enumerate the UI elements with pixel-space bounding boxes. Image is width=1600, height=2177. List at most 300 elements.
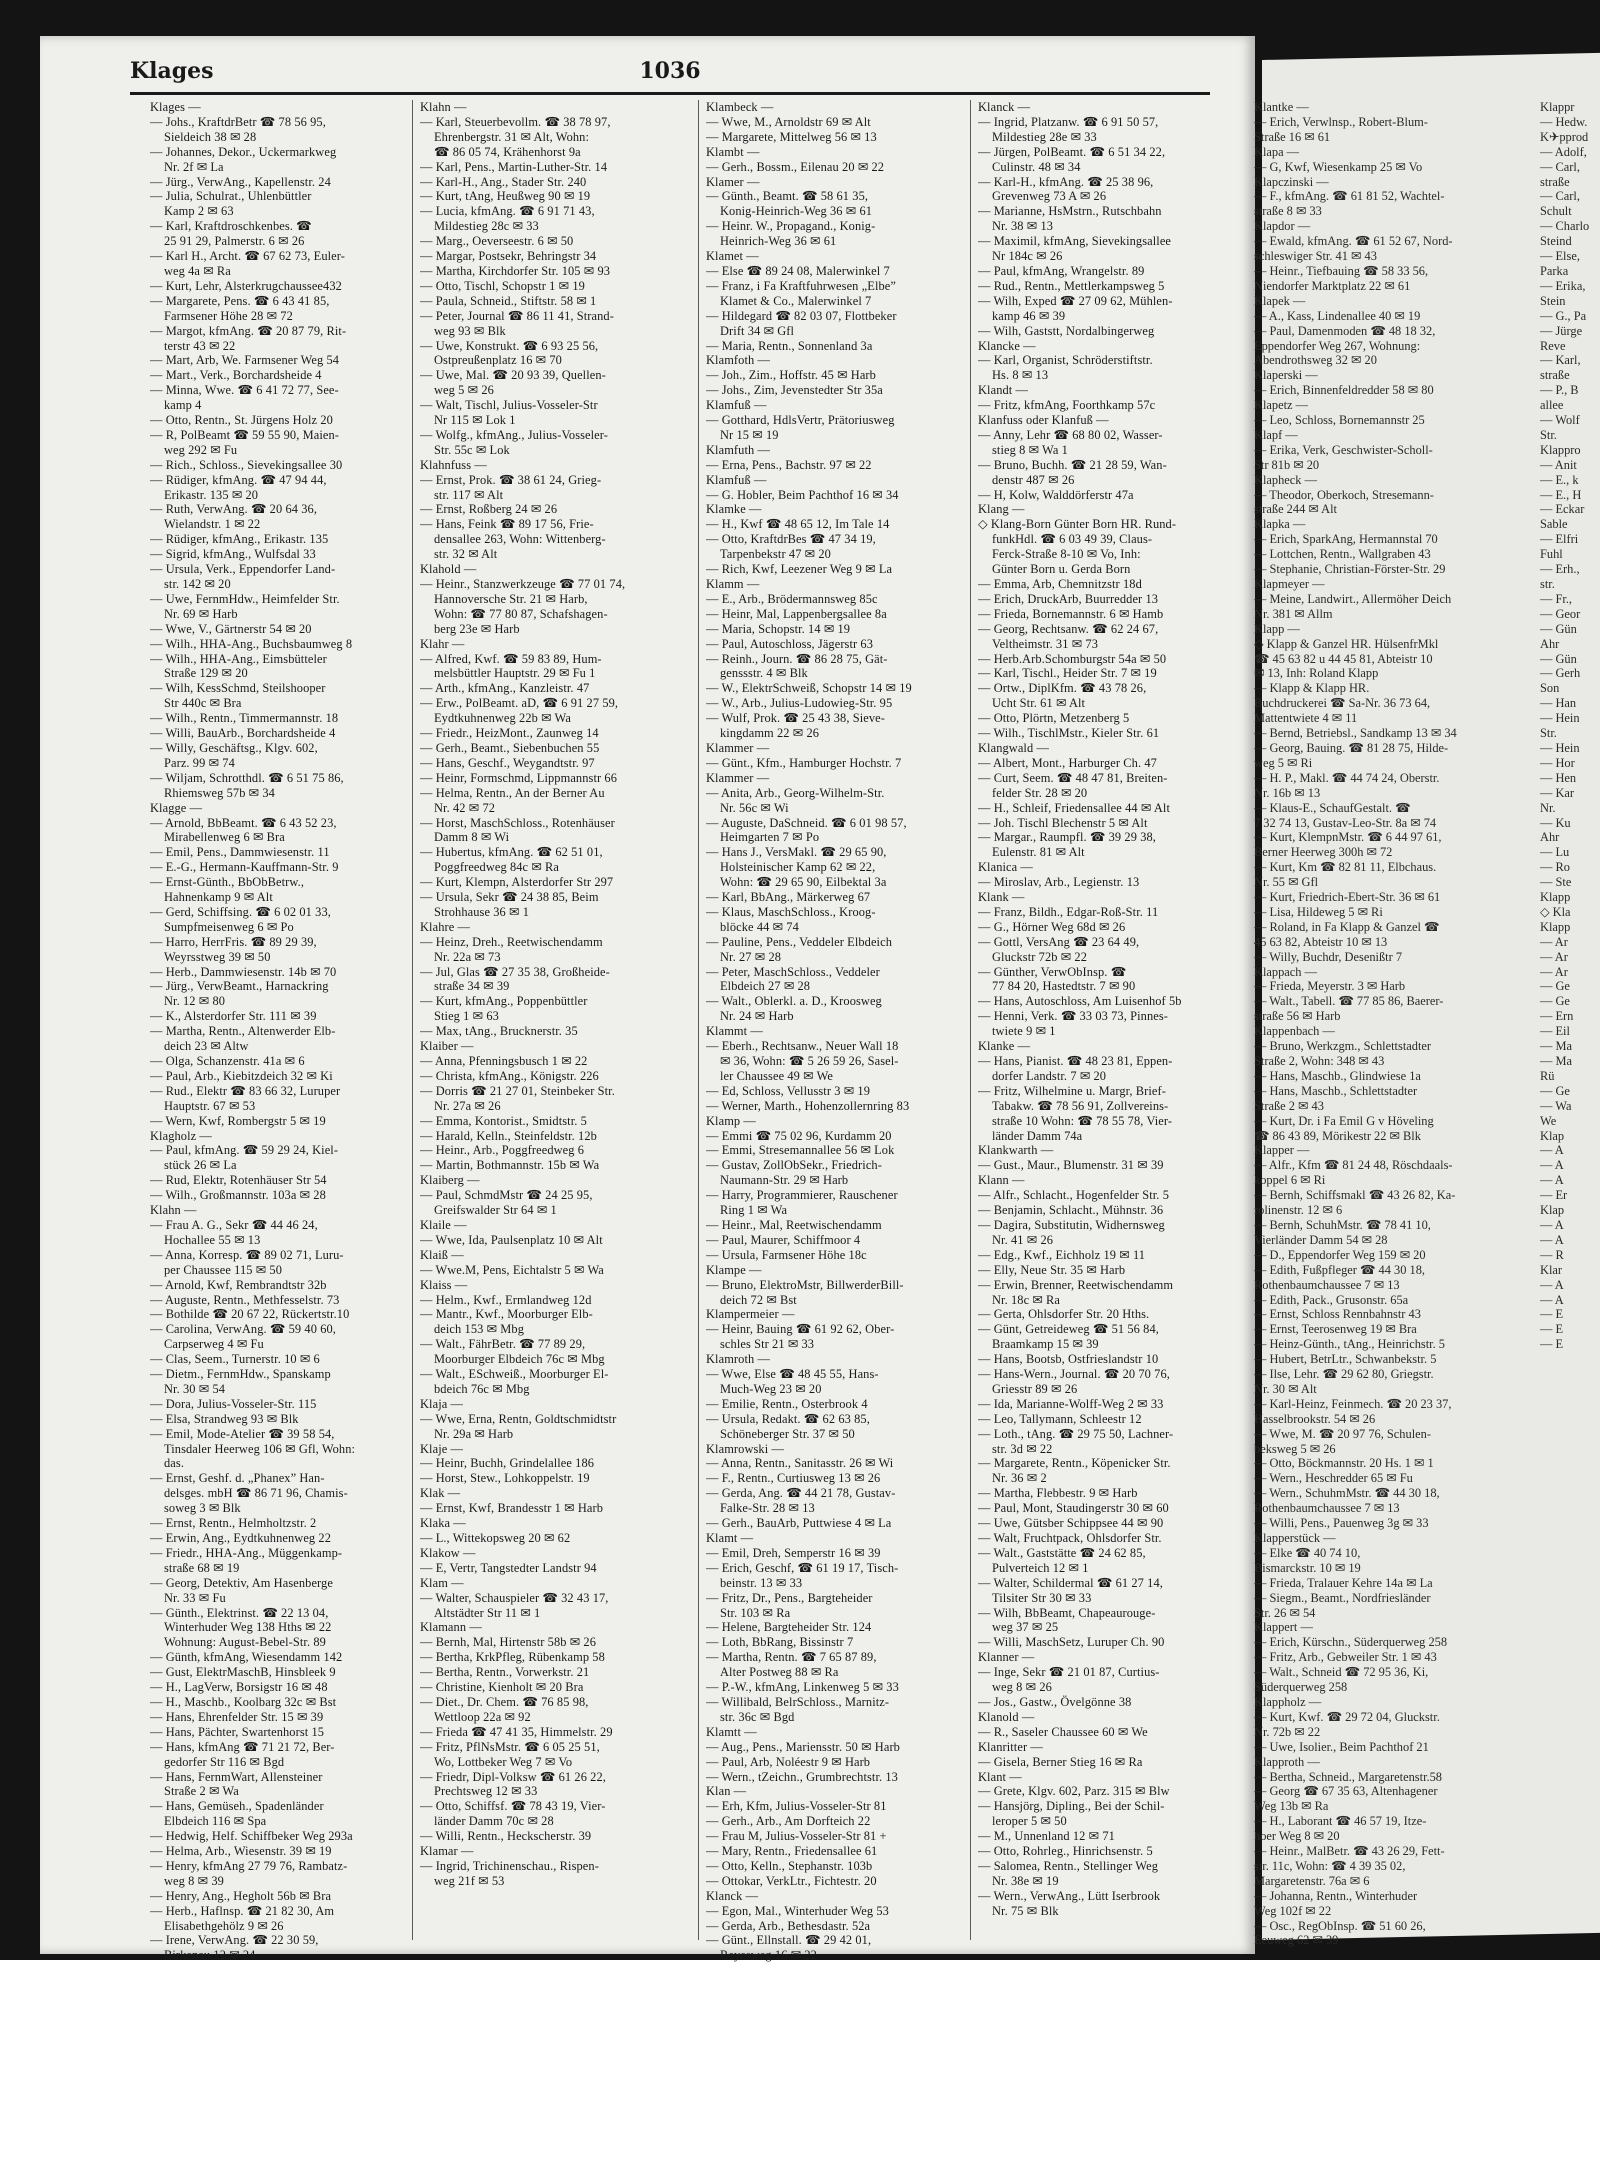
directory-entry-line: Wo, Lottbeker Weg 7 ✉ Vo [434, 1754, 573, 1769]
surname-heading: Klambeck — [706, 100, 774, 114]
directory-entry-line: — Gustav, ZollObSekr., Friedrich- [706, 1158, 882, 1173]
directory-entry-line: — Hubertus, kfmAng. ☎ 62 51 01, [420, 845, 603, 860]
directory-entry-line: Mildestieg 28e ✉ 33 [992, 129, 1097, 144]
directory-entry-line: — Paul, Damenmoden ☎ 48 18 32, [1254, 323, 1436, 338]
surname-heading: Klamann — [420, 1620, 482, 1635]
directory-entry-line: — Gerh., Bossm., Eilenau 20 ✉ 22 [706, 159, 885, 174]
directory-entry-line: — Wilh, KessSchmd, Steilshooper [150, 681, 326, 696]
directory-entry-line: — Hans, Ehrenfelder Str. 15 ✉ 39 [150, 1709, 324, 1724]
surname-heading: Klankwarth — [978, 1143, 1054, 1158]
directory-entry-line: Str 81b ✉ 20 [1254, 457, 1320, 472]
directory-entry-line: — Günt, Getreideweg ☎ 51 56 84, [978, 1322, 1159, 1337]
directory-entry-line: — Paul, Maurer, Schiffmoor 4 [706, 1232, 861, 1247]
directory-entry-line: Straße 129 ✉ 20 [164, 666, 248, 681]
directory-entry-line: — Harry, Programmierer, Rauschener [706, 1188, 898, 1203]
directory-entry-line: — Wiljam, Schrotthdl. ☎ 6 51 75 86, [150, 770, 344, 785]
directory-entry-line: — Margar., Raumpfl. ☎ 39 29 38, [978, 830, 1156, 845]
directory-entry-line: — Wolfg., kfmAng., Julius-Vosseler- [420, 427, 608, 442]
directory-entry-line: Naumann-Str. 29 ✉ Harb [720, 1173, 849, 1188]
directory-entry-line: — Ernst, Roßberg 24 ✉ 26 [420, 502, 558, 517]
directory-entry-line: ◇ Klang-Born Günter Born HR. Rund- [978, 517, 1177, 532]
directory-entry-line: — Wwe, M. ☎ 20 97 76, Schulen- [1254, 1426, 1431, 1441]
directory-entry-line: — Otto, Schiffsf. ☎ 78 43 19, Vier- [420, 1799, 606, 1814]
directory-entry-line: — Erwin, Ang., Eydtkuhnenweg 22 [150, 1531, 332, 1545]
directory-entry-line: länder Damm 74a [992, 1128, 1083, 1143]
directory-entry-line: — Emma, Arb, Chemnitzstr 18d [978, 577, 1142, 591]
directory-entry-line: Braamkamp 15 ✉ 39 [992, 1337, 1099, 1352]
directory-entry-line: — Martha, Flebbestr. 9 ✉ Harb [978, 1486, 1138, 1501]
directory-entry-line: weg 37 ✉ 25 [992, 1620, 1059, 1635]
directory-entry-line: weg 292 ✉ Fu [164, 442, 238, 457]
directory-entry-line: str. 11c, Wohn: ☎ 4 39 35 02, [1254, 1858, 1406, 1873]
directory-entry-line: — Karl-H., kfmAng. ☎ 25 38 96, [978, 174, 1154, 189]
directory-entry-line: — A [1540, 1158, 1564, 1173]
directory-entry-line: beksweg 5 ✉ 26 [1254, 1441, 1336, 1456]
directory-entry-line: — R [1540, 1247, 1564, 1262]
directory-entry-line: — Ingrid, Platzanw. ☎ 6 91 50 57, [978, 114, 1159, 129]
directory-entry-line: Tinsdaler Heerweg 106 ✉ Gfl, Wohn: [164, 1441, 356, 1456]
directory-entry-line: — Karl-H., Ang., Stader Str. 240 [420, 174, 587, 189]
directory-entry-line: — Kurt, Klempn, Alsterdorfer Str 297 [420, 875, 614, 890]
surname-heading: Klanck — [706, 1888, 759, 1903]
surname-heading: Klapek — [1254, 293, 1306, 308]
directory-entry-line: — P., B [1540, 383, 1579, 398]
directory-entry-line: Vierländer Damm 54 ✉ 28 [1254, 1232, 1388, 1247]
surname-heading: Klapetz — [1254, 398, 1309, 413]
directory-entry-line: Damm 8 ✉ Wi [434, 830, 510, 845]
surname-heading: Klahn — [420, 100, 467, 114]
directory-entry-line: Nr. 18c ✉ Ra [992, 1292, 1061, 1307]
directory-entry-line: hoer Weg 8 ✉ 20 [1254, 1829, 1340, 1844]
surname-heading: Klang — [978, 502, 1025, 517]
directory-entry-line: — Charlo [1540, 219, 1590, 234]
directory-entry-line: felder Str. 28 ✉ 20 [992, 785, 1088, 800]
directory-entry-line: deich 72 ✉ Bst [720, 1292, 797, 1307]
directory-entry-line: straße 56 ✉ Harb [1254, 1009, 1341, 1024]
directory-entry-line: — Er [1540, 1188, 1568, 1203]
directory-entry-line: — Georg, Bauing. ☎ 81 28 75, Hilde- [1254, 740, 1449, 755]
directory-entry-line: stieg 8 ✉ Wa 1 [992, 442, 1068, 457]
directory-entry-line: — Walter, Schauspieler ☎ 32 43 17, [420, 1590, 609, 1605]
surname-heading: Klap [1540, 1203, 1565, 1218]
directory-entry-line: — Hans, Geschf., Weygandtstr. 97 [420, 755, 595, 770]
directory-entry-line: — Ingrid, Trichinenschau., Rispen- [420, 1858, 599, 1873]
directory-entry-line: Moorburger Elbdeich 76c ✉ Mbg [434, 1352, 605, 1367]
directory-entry-line: Nr. 75 ✉ Blk [992, 1903, 1059, 1918]
directory-entry-line: Straße 2 ✉ Wa [164, 1784, 239, 1799]
directory-entry-line: — Johannes, Dekor., Uckermarkweg [150, 144, 337, 159]
directory-entry-line: — Pauline, Pens., Veddeler Elbdeich [706, 934, 892, 949]
directory-entry-line: Schöneberger Str. 37 ✉ 50 [720, 1426, 855, 1441]
directory-entry-line: — Wilh., Großmannstr. 103a ✉ 28 [150, 1188, 326, 1203]
directory-entry-line: Sumpfmeisenweg 6 ✉ Po [164, 919, 294, 934]
directory-entry-line: — Bruno, Werkzgm., Schlettstadter [1254, 1039, 1432, 1054]
directory-entry-line: Ahr [1540, 636, 1560, 651]
directory-entry-line: — Emil, Dreh, Semperstr 16 ✉ 39 [706, 1545, 881, 1560]
directory-entry-line: — Wilh, Exped ☎ 27 09 62, Mühlen- [978, 293, 1173, 308]
directory-entry-line: — Paula, Schneid., Stiftstr. 58 ✉ 1 [420, 293, 597, 308]
directory-entry-line: — Uwe, Mal. ☎ 20 93 39, Quellen- [420, 368, 606, 383]
directory-entry-line: — Gotthard, HdlsVertr, Prätoriusweg [706, 413, 895, 428]
surname-heading: Klaiberg — [420, 1173, 480, 1188]
directory-entry-line: Elisabethgehölz 9 ✉ 26 [164, 1918, 284, 1933]
directory-entry-line: Nr. 42 ✉ 72 [434, 800, 496, 815]
surname-heading: Klammt — [706, 1024, 763, 1039]
directory-entry-line: Steind [1540, 234, 1572, 249]
surname-heading: Klages — [150, 100, 201, 114]
directory-entry-line: Stein [1540, 293, 1566, 308]
directory-entry-line: — Clas, Seem., Turnerstr. 10 ✉ 6 [150, 1352, 320, 1367]
directory-entry-line: straße 34 ✉ 39 [434, 979, 510, 994]
directory-entry-line: — Walt., Tabell. ☎ 77 85 86, Baerer- [1254, 994, 1444, 1009]
directory-entry-line: — Carolina, VerwAng. ☎ 59 40 60, [150, 1322, 337, 1337]
directory-entry-line: — Klapp & Klapp HR. [1254, 681, 1370, 696]
directory-entry-line: Sieldeich 38 ✉ 28 [164, 129, 257, 144]
directory-entry-line: — Ku [1540, 815, 1571, 830]
directory-entry-line: — Georg, Rechtsanw. ☎ 62 24 67, [978, 621, 1159, 636]
directory-entry-line: Nr. 41 ✉ 26 [992, 1232, 1054, 1247]
directory-entry-line: länder Damm 70c ✉ 28 [434, 1814, 554, 1829]
directory-entry-line: — Frau A. G., Sekr ☎ 44 46 24, [150, 1217, 318, 1232]
directory-entry-line: — Marg., Oeverseestr. 6 ✉ 50 [420, 234, 574, 249]
directory-entry-line: Klamet & Co., Malerwinkel 7 [720, 293, 872, 308]
directory-entry-line: — Grete, Klgv. 602, Parz. 315 ✉ Blw [978, 1784, 1170, 1799]
directory-entry-line: Nr. 24 ✉ Harb [720, 1009, 794, 1024]
surname-heading: Klamp — [706, 1113, 756, 1128]
surname-heading: Klank — [978, 890, 1025, 905]
directory-entry-line: denstr 487 ✉ 26 [992, 472, 1075, 487]
surname-heading: Klamrowski — [706, 1441, 784, 1456]
surname-heading: Klahr — [420, 636, 465, 651]
surname-heading: Klanke — [978, 1039, 1031, 1054]
surname-heading: Klahold — [420, 562, 477, 577]
directory-entry-line: Fuhl [1540, 547, 1563, 562]
directory-entry-line: — Alfr., Schlacht., Hogenfelder Str. 5 [978, 1188, 1170, 1203]
directory-entry-line: — Elfri [1540, 532, 1579, 547]
directory-entry-line: Eulenstr. 81 ✉ Alt [992, 845, 1085, 860]
directory-entry-line: — P.-W., kfmAng, Linkenweg 5 ✉ 33 [706, 1680, 899, 1695]
directory-entry-line: — Hein [1540, 711, 1580, 726]
directory-entry-line: ☎ 86 05 74, Krähenhorst 9a [434, 144, 581, 159]
directory-entry-line: — Johs., KraftdrBetr ☎ 78 56 95, [150, 114, 326, 129]
directory-entry-line: — Kurt, kfmAng., Poppenbüttler [420, 994, 588, 1009]
directory-entry-line: — Dietm., FernmHdw., Spanskamp [150, 1367, 331, 1382]
surname-heading: Klap [1540, 1128, 1565, 1143]
directory-entry-line: — Georg, Detektiv, Am Hasenberge [150, 1575, 333, 1590]
surname-heading: Klar [1540, 1262, 1563, 1277]
surname-heading: Klakow — [420, 1545, 476, 1560]
directory-entry-line: — Wilh., Rentn., Timmermannstr. 18 [150, 711, 339, 726]
directory-entry-line: stück 26 ✉ La [164, 1158, 237, 1173]
directory-entry-line: Altstädter Str 11 ✉ 1 [434, 1605, 541, 1620]
directory-entry-line: kingdamm 22 ✉ 26 [720, 726, 820, 741]
directory-entry-line: — Anna, Pfenningsbusch 1 ✉ 22 [420, 1054, 588, 1068]
directory-entry-line: — Hans, Autoschloss, Am Luisenhof 5b [978, 994, 1182, 1009]
directory-entry-line: Mattentwiete 4 ✉ 11 [1254, 711, 1358, 726]
directory-entry-line: — Wern., Heschredder 65 ✉ Fu [1254, 1471, 1413, 1486]
directory-entry-line: — Kurt, Friedrich-Ebert-Str. 36 ✉ 61 [1254, 890, 1441, 905]
directory-entry-line: — Mantr., Kwf., Moorburger Elb- [420, 1307, 593, 1322]
directory-entry-line: Veltheimstr. 31 ✉ 73 [992, 636, 1098, 651]
surname-heading: Klappenbach — [1254, 1024, 1335, 1039]
directory-entry-line: weg 5 ✉ Ri [1254, 755, 1313, 770]
directory-entry-line: — Gerda, Arb., Bethesdastr. 52a [706, 1918, 871, 1933]
directory-entry-line: — Ursula, Redakt. ☎ 62 63 85, [706, 1411, 870, 1426]
directory-entry-line: Nr. 381 ✉ Allm [1254, 606, 1333, 621]
directory-entry-line: — Dorris ☎ 21 27 01, Steinbeker Str. [420, 1083, 615, 1098]
directory-column-3 [706, 100, 956, 1963]
directory-entry-line: — Ste [1540, 875, 1572, 890]
directory-entry-line: Holsteinischer Kamp 62 ✉ 22, [720, 860, 876, 875]
directory-entry-line: Carpserweg 4 ✉ Fu [164, 1337, 264, 1352]
surname-heading: Klapa — [1254, 144, 1300, 159]
directory-entry-line: — Karl, Organist, Schröderstiftstr. [978, 353, 1153, 368]
directory-entry-line: — Helma, Rentn., An der Berner Au [420, 785, 605, 800]
directory-entry-line: Rhiemsweg 57b ✉ 34 [164, 785, 275, 800]
directory-entry-line: — Günt., Ellnstall. ☎ 29 42 01, [706, 1933, 872, 1948]
directory-entry-line: — Egon, Mal., Winterhuder Weg 53 [706, 1903, 889, 1918]
directory-entry-line: — Ernst, Rentn., Helmholtzstr. 2 [150, 1516, 317, 1531]
directory-entry-line: Margaretenstr. 76a ✉ 6 [1254, 1873, 1370, 1888]
directory-entry-line: — Wern., VerwAng., Lütt Iserbrook [978, 1888, 1161, 1903]
directory-entry-line: — Henry, kfmAng 27 79 76, Rambatz- [150, 1858, 348, 1873]
directory-entry-line: — Rud, Elektr, Rotenhäuser Str 54 [150, 1173, 327, 1188]
directory-entry-line: Rothenbaumchaussee 7 ✉ 13 [1254, 1277, 1400, 1292]
directory-entry-line: — Wwe, Ida, Paulsenplatz 10 ✉ Alt [420, 1232, 603, 1247]
directory-entry-line: — G., Hörner Weg 68d ✉ 26 [978, 919, 1126, 934]
surname-heading: Klaiss — [420, 1277, 468, 1292]
directory-entry-line: funkHdl. ☎ 6 03 49 39, Claus- [992, 532, 1153, 547]
directory-entry-line: — Margarete, Mittelweg 56 ✉ 13 [706, 129, 877, 144]
directory-entry-line: ◇ Kla [1540, 904, 1571, 919]
directory-entry-line: — Ar [1540, 964, 1568, 979]
directory-entry-line: — Ernst, Prok. ☎ 38 61 24, Grieg- [420, 472, 602, 487]
directory-entry-line: Mildestieg 28c ✉ 33 [434, 219, 539, 234]
directory-entry-line: Straße 2, Wohn: 348 ✉ 43 [1254, 1054, 1385, 1068]
directory-entry-line: — Erna, Pens., Bachstr. 97 ✉ 22 [706, 457, 872, 472]
surname-heading: Klann — [978, 1173, 1025, 1188]
directory-entry-line: — Mary, Rentn., Friedensallee 61 [706, 1844, 878, 1859]
directory-entry-line: — G., Pa [1540, 308, 1587, 323]
directory-entry-line: — Frieda, Meyerstr. 3 ✉ Harb [1254, 979, 1406, 994]
directory-entry-line: — Aug., Pens., Mariensstr. 50 ✉ Harb [706, 1739, 900, 1754]
directory-entry-line: — A [1540, 1292, 1564, 1307]
surname-heading: Klamfuth — [706, 442, 770, 457]
directory-entry-line: — Erika, [1540, 278, 1586, 293]
directory-entry-line: — Bernh, Schiffsmakl ☎ 43 26 82, Ka- [1254, 1188, 1456, 1203]
directory-entry-line: — Carl, [1540, 159, 1580, 174]
directory-entry-line: Hochallee 55 ✉ 13 [164, 1232, 261, 1247]
directory-entry-line: Nr. [1540, 800, 1556, 815]
directory-entry-line: — Kurt, Km ☎ 82 81 11, Elbchaus. [1254, 860, 1437, 875]
surname-heading: Klamer — [706, 174, 760, 189]
directory-entry-line: — Irene, VerwAng. ☎ 22 30 59, [150, 1933, 319, 1948]
directory-entry-line: Kamp 2 ✉ 63 [164, 204, 234, 219]
directory-entry-line: — Wwe, M., Arnoldstr 69 ✉ Alt [706, 114, 871, 129]
surname-heading: Klappholz — [1254, 1694, 1322, 1709]
surname-heading: Klanner — [978, 1650, 1035, 1665]
surname-heading: Klanold — [978, 1709, 1035, 1724]
directory-entry-line: — Anita, Arb., Georg-Wilhelm-Str. [706, 785, 885, 800]
directory-entry-line: — E, Vertr, Tangstedter Landstr 94 [420, 1560, 597, 1575]
directory-entry-line: — Wilh., HHA-Ang., Buchsbaumweg 8 [150, 636, 353, 651]
directory-entry-line: kamp 4 [164, 398, 202, 413]
directory-entry-line: — Bruno, ElektroMstr, BillwerderBill- [706, 1277, 904, 1292]
directory-entry-line: Tilsiter Str 30 ✉ 33 [992, 1590, 1092, 1605]
directory-entry-line: — Ida, Marianne-Wolff-Weg 2 ✉ 33 [978, 1396, 1164, 1411]
directory-entry-line: — Margarete, Rentn., Köpenicker Str. [978, 1456, 1171, 1471]
directory-entry-line: Nr. 16b ✉ 13 [1254, 785, 1321, 800]
directory-entry-line: leroper 5 ✉ 50 [992, 1814, 1067, 1829]
directory-entry-line: densallee 263, Wohn: Wittenberg- [434, 532, 606, 547]
directory-entry-line: Weyrsstweg 39 ✉ 50 [164, 949, 271, 964]
directory-entry-line: — Mart, Arb, We. Farmsener Weg 54 [150, 353, 340, 368]
directory-entry-line: — Franz, Bildh., Edgar-Roß-Str. 11 [978, 904, 1159, 919]
directory-entry-line: — Hubert, BetrLtr., Schwanbekstr. 5 [1254, 1352, 1437, 1367]
directory-entry-line: — Margarete, Pens. ☎ 6 43 41 85, [150, 293, 330, 308]
surname-heading: Klapdor — [1254, 219, 1311, 234]
directory-entry-line: — Karl, [1540, 353, 1581, 368]
directory-entry-line: Nr 115 ✉ Lok 1 [434, 413, 516, 428]
directory-entry-line: — Uwe, FernmHdw., Heimfelder Str. [150, 591, 340, 606]
directory-entry-line: — Paul, Arb., Kiebitzdeich 32 ✉ Ki [150, 1068, 333, 1083]
directory-entry-line: — Ortw., DiplKfm. ☎ 43 78 26, [978, 681, 1147, 696]
directory-entry-line: — Willi, Pens., Pauenweg 3g ✉ 33 [1254, 1516, 1429, 1531]
directory-entry-line: — Anna, Rentn., Sanitasstr. 26 ✉ Wi [706, 1456, 894, 1471]
directory-entry-line: 7 32 74 13, Gustav-Leo-Str. 8a ✉ 74 [1254, 815, 1437, 830]
directory-entry-line: — Gust., Maur., Blumenstr. 31 ✉ 39 [978, 1158, 1164, 1173]
directory-entry-line: — Loth., tAng. ☎ 29 75 50, Lachner- [978, 1426, 1174, 1441]
directory-entry-line: — Erw., PolBeamt. aD, ☎ 6 91 27 59, [420, 696, 619, 711]
directory-entry-line: — H., Schleif, Friedensallee 44 ✉ Alt [978, 800, 1170, 815]
directory-entry-line: Weg 102f ✉ 22 [1254, 1903, 1332, 1918]
surname-heading: Klahre — [420, 919, 470, 934]
directory-entry-line: — Joh., Zim., Hoffstr. 45 ✉ Harb [706, 368, 876, 383]
directory-entry-line: — Gerta, Ohlsdorfer Str. 20 Hths. [978, 1307, 1150, 1322]
directory-entry-line: — Rich., Schloss., Sievekingsallee 30 [150, 457, 343, 472]
surname-heading: Klappro [1540, 442, 1581, 457]
directory-entry-line: — Leo, Schloss, Bornemannstr 25 [1254, 413, 1425, 428]
directory-entry-line: — W., Arb., Julius-Ludowieg-Str. 95 [706, 696, 893, 711]
directory-entry-line: — Mart., Verk., Borchardsheide 4 [150, 368, 322, 383]
directory-entry-line: — Jos., Gastw., Övelgönne 38 [978, 1694, 1132, 1709]
directory-entry-line: Hannoversche Str. 21 ✉ Harb, [434, 591, 588, 606]
directory-entry-line: — Heinr, Mal, Lappenbergsallee 8a [706, 606, 887, 621]
directory-entry-line: — R, PolBeamt ☎ 59 55 90, Maien- [150, 427, 339, 442]
directory-entry-line: — Gün [1540, 651, 1577, 666]
directory-entry-line: — Erich, SparkAng, Hermannstal 70 [1254, 532, 1438, 547]
surname-heading: Klanfuss oder Klanfuß — [978, 413, 1109, 428]
directory-entry-line: — Bothilde ☎ 20 67 22, Rückertstr.10 [150, 1307, 350, 1322]
directory-entry-line: Birkenau 12 ✉ 24 [164, 1948, 256, 1963]
directory-entry-line: ✉ 36, Wohn: ☎ 5 26 59 26, Sasel- [720, 1054, 899, 1068]
directory-entry-line: Farmsener Höhe 28 ✉ 72 [164, 308, 293, 323]
directory-entry-line: — Walt, Tischl, Julius-Vosseler-Str [420, 398, 598, 413]
directory-entry-line: — Edith, Pack., Grusonstr. 65a [1254, 1292, 1409, 1307]
directory-entry-line: — Günth., Beamt. ☎ 58 61 35, [706, 189, 869, 204]
directory-entry-line: — Herb.Arb.Schomburgstr 54a ✉ 50 [978, 651, 1167, 666]
directory-entry-line: — Günth., Elektrinst. ☎ 22 13 04, [150, 1605, 329, 1620]
directory-entry-line: schleswiger Str. 41 ✉ 43 [1254, 249, 1377, 264]
directory-entry-line: — Karl, Tischl., Heider Str. 7 ✉ 19 [978, 666, 1157, 681]
surname-heading: Klancke — [978, 338, 1036, 353]
directory-entry-line: — Sigrid, kfmAng., Wulfsdal 33 [150, 547, 316, 562]
directory-entry-line: bdeich 76c ✉ Mbg [434, 1381, 530, 1396]
directory-entry-line: — Otto, Tischl, Schopstr 1 ✉ 19 [420, 278, 585, 293]
directory-entry-line: Alter Postweg 88 ✉ Ra [720, 1665, 839, 1680]
directory-entry-line: — Adolf, [1540, 144, 1587, 159]
directory-entry-line: — Frieda, Bornemannstr. 6 ✉ Hamb [978, 606, 1164, 621]
directory-entry-line: — Rud., Rentn., Mettlerkampsweg 5 [978, 278, 1165, 293]
directory-entry-line: — Emmi, Stresemannallee 56 ✉ Lok [706, 1143, 895, 1158]
directory-entry-line: str. 117 ✉ Alt [434, 487, 504, 502]
directory-entry-line: Wohn: ☎ 29 65 90, Eilbektal 3a [720, 875, 887, 890]
directory-entry-line: — L., Wittekopsweg 20 ✉ 62 [420, 1531, 571, 1545]
surname-heading: Klahnfuss — [420, 457, 487, 472]
directory-entry-line: — Dora, Julius-Vosseler-Str. 115 [150, 1396, 317, 1411]
directory-entry-line: weg 21f ✉ 53 [434, 1873, 505, 1888]
directory-entry-line: — Lottchen, Rentn., Wallgraben 43 [1254, 547, 1431, 562]
directory-entry-line: straße 68 ✉ 19 [164, 1560, 240, 1575]
directory-entry-line: — Herb., Dammwiesenstr. 14b ✉ 70 [150, 964, 337, 979]
directory-entry-line: — Arth., kfmAng., Kanzleistr. 47 [420, 681, 590, 696]
directory-entry-line: — Wwe, Else ☎ 48 45 55, Hans- [706, 1367, 879, 1382]
directory-entry-line: Hs. 8 ✉ 13 [992, 368, 1049, 383]
surname-heading: Klaiber — [420, 1039, 474, 1054]
directory-entry-line: Reve [1540, 338, 1566, 353]
directory-entry-line: — Paul, SchmdMstr ☎ 24 25 95, [420, 1188, 593, 1203]
surname-heading: Klapheck — [1254, 472, 1317, 487]
directory-entry-line: per Chaussee 115 ✉ 50 [164, 1262, 283, 1277]
directory-entry-line: Ring 1 ✉ Wa [720, 1203, 788, 1218]
directory-entry-line: — Otto, Böckmannstr. 20 Hs. 1 ✉ 1 [1254, 1456, 1434, 1471]
directory-entry-line: — H., Maschb., Koolbarg 32c ✉ Bst [150, 1694, 337, 1709]
directory-entry-line: kamp 46 ✉ 39 [992, 308, 1066, 323]
directory-entry-line: — Harald, Kelln., Steinfeldstr. 12b [420, 1128, 597, 1143]
directory-entry-line: Konig-Heinrich-Weg 36 ✉ 61 [720, 204, 873, 219]
directory-entry-line: — H. P., Makl. ☎ 44 74 24, Oberstr. [1254, 770, 1440, 785]
directory-entry-line: — Ruth, VerwAng. ☎ 20 64 36, [150, 502, 318, 517]
directory-entry-line: — Maximil, kfmAng, Sievekingsallee [978, 234, 1172, 249]
directory-entry-line: — Ge [1540, 1083, 1570, 1098]
directory-entry-line: — Gerh., BauArb, Puttwiese 4 ✉ La [706, 1516, 892, 1531]
directory-entry-line: — Rüdiger, kfmAng. ☎ 47 94 44, [150, 472, 327, 487]
directory-entry-line: — Helm., Kwf., Ermlandweg 12d [420, 1292, 592, 1307]
directory-entry-line: — Karl-Heinz, Feinmech. ☎ 20 23 37, [1254, 1396, 1452, 1411]
directory-entry-line: — Willi, BauArb., Borchardsheide 4 [150, 726, 336, 741]
surname-heading: Klak — [420, 1486, 461, 1501]
directory-entry-line: — Otto, Rentn., St. Jürgens Holz 20 [150, 413, 333, 428]
directory-entry-line: — A [1540, 1277, 1564, 1292]
directory-entry-line: — Emmi ☎ 75 02 96, Kurdamm 20 [706, 1128, 892, 1143]
directory-entry-line: Eydtkuhnenweg 22b ✉ Wa [434, 711, 571, 726]
directory-entry-line: str. 142 ✉ 20 [164, 577, 231, 591]
directory-entry-line: — Anna, Korresp. ☎ 89 02 71, Luru- [150, 1247, 344, 1262]
surname-heading: Klantke — [1254, 100, 1309, 114]
directory-entry-line: Niendorfer Marktplatz 22 ✉ 61 [1254, 278, 1411, 293]
directory-entry-line: — Willi, Rentn., Heckscherstr. 39 [420, 1829, 592, 1844]
column-divider [412, 100, 413, 1940]
directory-entry-line: Gluckstr 72b ✉ 22 [992, 949, 1088, 964]
directory-entry-line: — Kurt, Lehr, Alsterkrugchaussee432 [150, 278, 342, 293]
directory-entry-line: — Eil [1540, 1024, 1570, 1039]
directory-entry-line: — Paul, kfmAng. ☎ 59 29 24, Kiel- [150, 1143, 339, 1158]
directory-entry-line: — Walt., Gaststätte ☎ 24 62 85, [978, 1545, 1146, 1560]
directory-entry-line: — A [1540, 1143, 1564, 1158]
directory-entry-line: — Karl, Pens., Martin-Luther-Str. 14 [420, 159, 608, 174]
directory-entry-line: — Fr., [1540, 591, 1573, 606]
directory-entry-line: — Stephanie, Christian-Förster-Str. 29 [1254, 562, 1446, 577]
